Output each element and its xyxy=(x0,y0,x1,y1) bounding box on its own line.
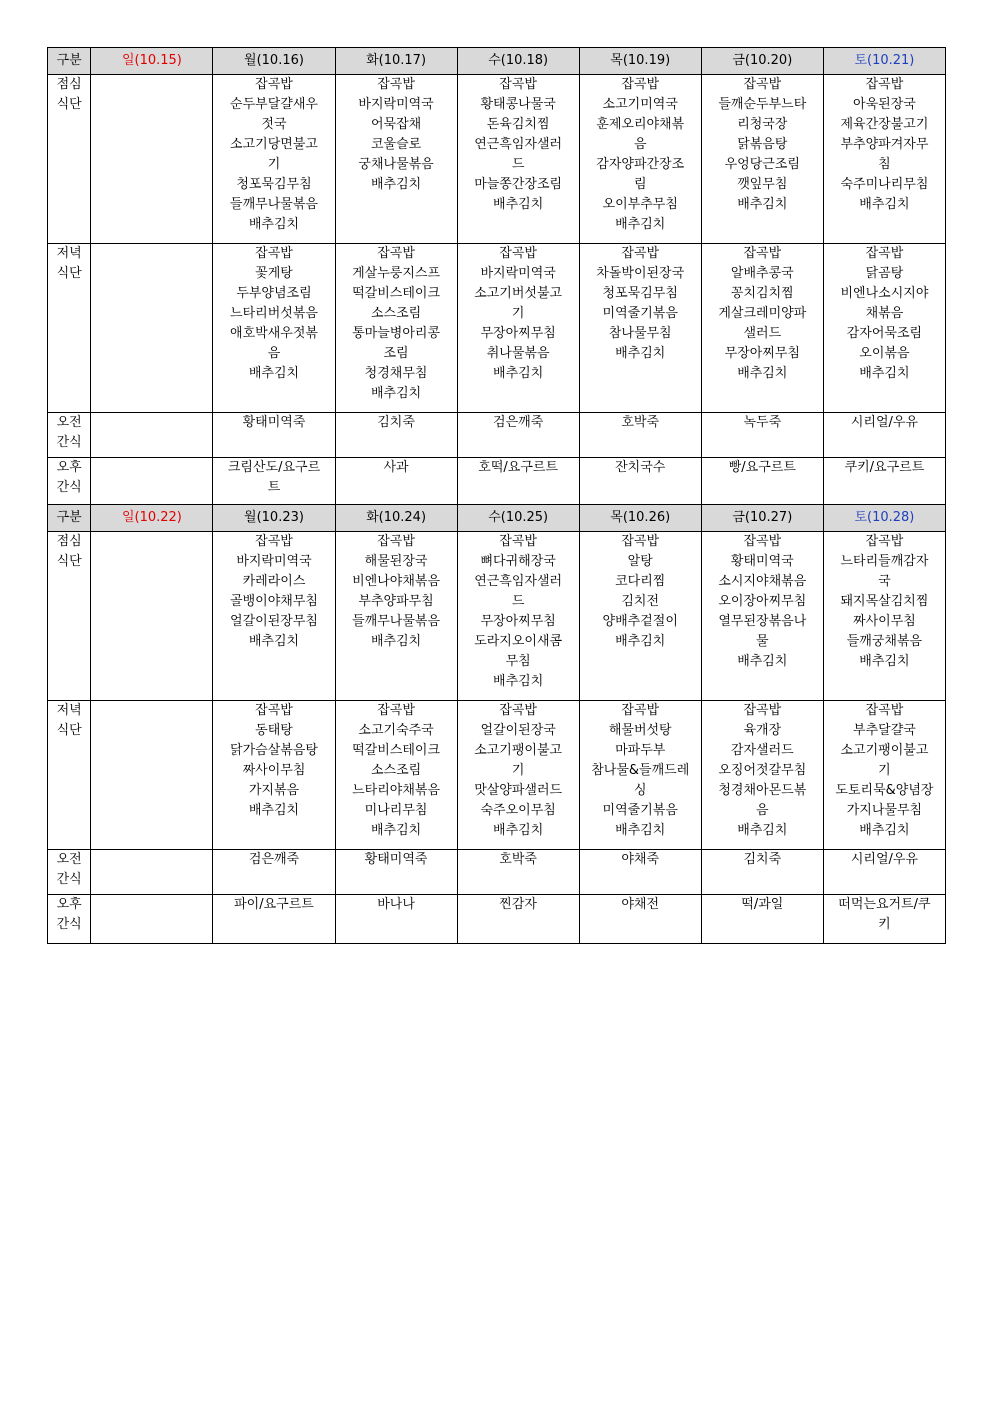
menu-cell xyxy=(457,244,579,413)
menu-item: 취나물볶음 xyxy=(486,346,550,361)
menu-item: 배추김치 xyxy=(737,197,788,212)
menu-item: 해물된장국 xyxy=(364,554,428,569)
menu-item: 야채전 xyxy=(621,897,660,912)
menu-item: 연근흑임자샐러 xyxy=(474,137,563,152)
menu-cell xyxy=(457,413,579,458)
menu-item: 마파두부 xyxy=(615,743,666,758)
menu-item: 배추김치 xyxy=(859,654,910,669)
menu-item: 기 xyxy=(267,157,281,172)
menu-item: 뼈다귀해장국 xyxy=(480,554,556,569)
menu-cell xyxy=(823,895,945,944)
menu-item: 샐러드 xyxy=(743,326,782,341)
day-header: 월(10.16) xyxy=(213,48,335,75)
day-header: 토(10.28) xyxy=(823,505,945,532)
menu-item: 부추달걀국 xyxy=(853,723,916,738)
menu-cell xyxy=(457,532,579,701)
menu-item: 배추김치 xyxy=(248,366,300,381)
menu-item: 부추양파무침 xyxy=(358,594,434,609)
menu-item: 잡곡밥 xyxy=(743,534,782,549)
menu-item: 소시지야채볶음 xyxy=(718,574,807,589)
menu-item: 배추김치 xyxy=(615,217,666,232)
week-header-row xyxy=(48,505,946,532)
menu-item: 배추김치 xyxy=(370,386,422,401)
menu-item: 음 xyxy=(633,137,647,152)
dinner-row xyxy=(48,701,946,850)
menu-item: 가지볶음 xyxy=(248,783,300,798)
menu-item: 감자어묵조림 xyxy=(846,326,923,341)
menu-item: 검은깨죽 xyxy=(493,415,544,430)
row-label-line: 점심 xyxy=(56,77,82,92)
menu-cell xyxy=(823,458,945,505)
meal-plan-table xyxy=(47,47,946,944)
menu-item: 림 xyxy=(633,177,647,192)
day-header: 목(10.19) xyxy=(579,48,701,75)
menu-item: 시리얼/우유 xyxy=(850,852,918,867)
menu-item: 배추김치 xyxy=(248,803,300,818)
menu-item: 감자양파간장조 xyxy=(596,157,685,172)
menu-item: 잡곡밥 xyxy=(255,246,293,261)
menu-item: 도토리묵&양념장 xyxy=(835,783,934,798)
menu-cell xyxy=(701,850,823,895)
menu-cell xyxy=(213,850,335,895)
menu-item: 순두부달걀새우 xyxy=(230,97,318,112)
menu-item: 녹두죽 xyxy=(743,415,782,430)
menu-item: 제육간장불고기 xyxy=(840,117,929,132)
menu-item: 호박죽 xyxy=(621,415,660,430)
menu-item: 도라지오이새콤 xyxy=(474,634,563,649)
menu-item: 알배추콩국 xyxy=(730,266,794,281)
menu-cell xyxy=(457,75,579,244)
menu-item: 기 xyxy=(511,763,525,778)
snack-pm-row xyxy=(48,895,946,944)
menu-item: 궁채나물볶음 xyxy=(358,157,434,172)
day-header: 일(10.22) xyxy=(91,505,213,532)
menu-item: 청경채무침 xyxy=(364,366,428,381)
menu-item: 배추김치 xyxy=(493,823,544,838)
menu-item: 양배추겉절이 xyxy=(602,614,678,629)
menu-cell xyxy=(213,532,335,701)
menu-item: 비엔나야채볶음 xyxy=(352,574,441,589)
menu-item: 카레라이스 xyxy=(242,574,306,589)
menu-cell xyxy=(91,244,213,413)
row-label-line: 오전 xyxy=(56,852,82,867)
header-label: 구분 xyxy=(48,505,91,532)
menu-item: 알탕 xyxy=(627,554,653,569)
day-header: 금(10.27) xyxy=(701,505,823,532)
menu-item: 잡곡밥 xyxy=(255,703,293,718)
menu-item: 떠먹는요거트/쿠 xyxy=(838,897,931,912)
menu-cell xyxy=(457,458,579,505)
menu-cell xyxy=(701,895,823,944)
menu-item: 연근흑임자샐러 xyxy=(474,574,563,589)
menu-item: 느타리들깨감자 xyxy=(840,554,929,569)
menu-item: 배추김치 xyxy=(615,634,666,649)
menu-item: 닭볶음탕 xyxy=(737,137,788,152)
row-label-line: 식단 xyxy=(56,554,82,569)
menu-item: 물 xyxy=(756,634,769,649)
menu-cell xyxy=(335,458,457,505)
menu-item: 사과 xyxy=(383,460,409,475)
menu-cell xyxy=(579,458,701,505)
day-header: 화(10.24) xyxy=(335,505,457,532)
menu-cell xyxy=(823,701,945,850)
menu-item: 통마늘병아리콩 xyxy=(352,326,441,341)
menu-item: 닭곰탕 xyxy=(865,266,904,281)
menu-item: 김치전 xyxy=(621,594,660,609)
menu-item: 바지락미역국 xyxy=(358,97,434,112)
menu-item: 잡곡밥 xyxy=(865,246,904,261)
menu-item: 들깨궁채볶음 xyxy=(846,634,923,649)
menu-item: 훈제오리야채볶 xyxy=(596,117,685,132)
menu-item: 바나나 xyxy=(377,897,415,912)
menu-cell xyxy=(579,244,701,413)
menu-item: 침 xyxy=(878,157,891,172)
menu-item: 배추김치 xyxy=(493,366,544,381)
menu-cell xyxy=(579,895,701,944)
menu-cell xyxy=(91,850,213,895)
menu-item: 들깨무나물볶음 xyxy=(352,614,441,629)
menu-item: 육개장 xyxy=(743,723,782,738)
row-label xyxy=(48,413,91,458)
menu-item: 게살크레미양파 xyxy=(718,306,807,321)
menu-item: 소고기팽이불고 xyxy=(474,743,563,758)
menu-item: 김치죽 xyxy=(743,852,782,867)
menu-cell xyxy=(457,850,579,895)
menu-item: 코울슬로 xyxy=(370,137,422,152)
menu-cell xyxy=(335,75,457,244)
menu-item: 배추김치 xyxy=(615,346,666,361)
menu-item: 애호박새우젓볶 xyxy=(230,326,318,341)
menu-item: 떡갈비스테이크 xyxy=(352,743,441,758)
row-label xyxy=(48,458,91,505)
menu-item: 열무된장볶음나 xyxy=(718,614,807,629)
menu-item: 황태미역죽 xyxy=(242,415,306,430)
menu-cell xyxy=(91,701,213,850)
menu-item: 소고기팽이불고 xyxy=(840,743,929,758)
menu-item: 황태콩나물국 xyxy=(480,97,556,112)
menu-item: 청포묵김무침 xyxy=(602,286,678,301)
menu-item: 잡곡밥 xyxy=(377,703,415,718)
menu-item: 잔치국수 xyxy=(615,460,666,475)
row-label xyxy=(48,75,91,244)
week-header-row xyxy=(48,48,946,75)
menu-item: 잡곡밥 xyxy=(865,703,904,718)
menu-item: 골뱅이야채무침 xyxy=(230,594,318,609)
day-header: 화(10.17) xyxy=(335,48,457,75)
menu-item: 조림 xyxy=(383,346,409,361)
menu-item: 해물버섯탕 xyxy=(608,723,672,738)
menu-item: 참나물&들깨드레 xyxy=(591,763,690,778)
menu-item: 잡곡밥 xyxy=(377,534,415,549)
menu-item: 무장아찌무침 xyxy=(724,346,800,361)
lunch-row xyxy=(48,532,946,701)
row-label-line: 식단 xyxy=(56,266,82,281)
menu-item: 황태미역죽 xyxy=(364,852,428,867)
menu-item: 마늘쫑간장조림 xyxy=(474,177,563,192)
row-label xyxy=(48,895,91,944)
menu-item: 음 xyxy=(267,346,281,361)
menu-item: 숙주미나리무침 xyxy=(840,177,929,192)
menu-item: 빵/요구르트 xyxy=(728,460,796,475)
menu-item: 돈육김치찜 xyxy=(486,117,550,132)
menu-item: 얼갈이된장무침 xyxy=(230,614,318,629)
menu-item: 소고기당면불고 xyxy=(230,137,318,152)
menu-cell xyxy=(579,701,701,850)
menu-cell xyxy=(91,75,213,244)
menu-item: 오이장아찌무침 xyxy=(718,594,807,609)
menu-item: 배추김치 xyxy=(248,634,300,649)
menu-item: 리청국장 xyxy=(737,117,788,132)
menu-item: 국 xyxy=(878,574,891,589)
row-label-line: 간식 xyxy=(56,872,82,887)
menu-item: 잡곡밥 xyxy=(743,77,782,92)
menu-item: 배추김치 xyxy=(370,634,422,649)
menu-item: 배추김치 xyxy=(859,366,910,381)
menu-cell xyxy=(91,458,213,505)
menu-item: 잡곡밥 xyxy=(499,77,537,92)
menu-item: 음 xyxy=(756,803,769,818)
menu-item: 황태미역국 xyxy=(730,554,794,569)
menu-cell xyxy=(701,75,823,244)
menu-cell xyxy=(335,413,457,458)
menu-cell xyxy=(579,413,701,458)
menu-item: 싱 xyxy=(633,783,647,798)
menu-item: 야채죽 xyxy=(621,852,660,867)
row-label-line: 점심 xyxy=(56,534,82,549)
menu-item: 느타리야채볶음 xyxy=(352,783,441,798)
menu-item: 닭가슴살볶음탕 xyxy=(230,743,318,758)
menu-cell xyxy=(335,850,457,895)
menu-item: 잡곡밥 xyxy=(499,703,537,718)
menu-cell xyxy=(213,458,335,505)
menu-item: 어묵잡채 xyxy=(370,117,422,132)
menu-item: 배추김치 xyxy=(859,823,910,838)
menu-item: 기 xyxy=(878,763,891,778)
menu-item: 깻잎무침 xyxy=(737,177,788,192)
menu-item: 잡곡밥 xyxy=(255,77,293,92)
menu-item: 소고기숙주국 xyxy=(358,723,434,738)
menu-cell xyxy=(335,532,457,701)
row-label xyxy=(48,850,91,895)
row-label-line: 간식 xyxy=(56,917,82,932)
menu-item: 들깨순두부느타 xyxy=(718,97,807,112)
menu-cell xyxy=(579,532,701,701)
menu-item: 맛살양파샐러드 xyxy=(474,783,563,798)
day-header: 토(10.21) xyxy=(823,48,945,75)
menu-item: 젓국 xyxy=(261,117,287,132)
menu-cell xyxy=(579,850,701,895)
menu-item: 잡곡밥 xyxy=(865,77,904,92)
menu-cell xyxy=(457,895,579,944)
menu-item: 짜사이무침 xyxy=(242,763,306,778)
menu-item: 무장아찌무침 xyxy=(480,614,556,629)
row-label xyxy=(48,701,91,850)
menu-item: 소스조림 xyxy=(370,763,422,778)
menu-item: 무장아찌무침 xyxy=(480,326,556,341)
menu-item: 배추김치 xyxy=(493,197,544,212)
menu-item: 우엉당근조림 xyxy=(724,157,800,172)
row-label xyxy=(48,532,91,701)
day-header: 수(10.25) xyxy=(457,505,579,532)
row-label-line: 오전 xyxy=(56,415,82,430)
row-label xyxy=(48,244,91,413)
menu-item: 기 xyxy=(511,306,525,321)
menu-cell xyxy=(457,701,579,850)
menu-item: 소고기미역국 xyxy=(602,97,678,112)
menu-item: 배추김치 xyxy=(737,823,788,838)
menu-cell xyxy=(823,532,945,701)
menu-item: 동태탕 xyxy=(255,723,293,738)
menu-cell xyxy=(335,701,457,850)
menu-cell xyxy=(335,895,457,944)
menu-item: 배추김치 xyxy=(737,366,788,381)
menu-cell xyxy=(701,458,823,505)
menu-cell xyxy=(701,701,823,850)
menu-item: 청포묵김무침 xyxy=(236,177,312,192)
menu-item: 미나리무침 xyxy=(364,803,428,818)
menu-item: 잡곡밥 xyxy=(743,246,782,261)
menu-cell xyxy=(701,532,823,701)
menu-item: 잡곡밥 xyxy=(255,534,293,549)
menu-item: 미역줄기볶음 xyxy=(602,306,678,321)
row-label-line: 간식 xyxy=(56,480,82,495)
menu-item: 오이부추무침 xyxy=(602,197,678,212)
menu-item: 소고기버섯불고 xyxy=(474,286,563,301)
menu-item: 숙주오이무침 xyxy=(480,803,556,818)
menu-item: 게살누룽지스프 xyxy=(352,266,441,281)
menu-item: 부추양파겨자무 xyxy=(840,137,929,152)
menu-item: 호박죽 xyxy=(499,852,537,867)
row-label-line: 오후 xyxy=(56,897,82,912)
menu-item: 잡곡밥 xyxy=(499,246,537,261)
menu-item: 들깨무나물볶음 xyxy=(230,197,318,212)
menu-item: 돼지목살김치찜 xyxy=(840,594,929,609)
day-header: 목(10.26) xyxy=(579,505,701,532)
menu-item: 오이볶음 xyxy=(859,346,910,361)
menu-item: 배추김치 xyxy=(370,823,422,838)
menu-item: 감자샐러드 xyxy=(730,743,794,758)
day-header: 일(10.15) xyxy=(91,48,213,75)
menu-cell xyxy=(335,244,457,413)
menu-cell xyxy=(823,413,945,458)
row-label-line: 저녁 xyxy=(56,246,82,261)
menu-item: 검은깨죽 xyxy=(248,852,300,867)
menu-item: 크림산도/요구르 xyxy=(227,460,321,475)
menu-cell xyxy=(823,244,945,413)
day-header: 수(10.18) xyxy=(457,48,579,75)
day-header: 금(10.20) xyxy=(701,48,823,75)
menu-cell xyxy=(91,895,213,944)
menu-cell xyxy=(213,895,335,944)
menu-item: 잡곡밥 xyxy=(743,703,782,718)
lunch-row xyxy=(48,75,946,244)
menu-item: 잡곡밥 xyxy=(621,246,660,261)
menu-item: 짜사이무침 xyxy=(853,614,916,629)
menu-item: 떡갈비스테이크 xyxy=(352,286,441,301)
menu-item: 쿠키/요구르트 xyxy=(844,460,925,475)
menu-cell xyxy=(823,75,945,244)
menu-item: 찐감자 xyxy=(499,897,537,912)
menu-cell xyxy=(213,701,335,850)
menu-item: 배추김치 xyxy=(615,823,666,838)
menu-item: 트 xyxy=(267,480,281,495)
menu-item: 채볶음 xyxy=(865,306,904,321)
menu-item: 파이/요구르트 xyxy=(234,897,314,912)
row-label-line: 식단 xyxy=(56,723,82,738)
menu-item: 잡곡밥 xyxy=(499,534,537,549)
menu-item: 김치죽 xyxy=(377,415,415,430)
menu-item: 떡/과일 xyxy=(741,897,784,912)
row-label-line: 식단 xyxy=(56,97,82,112)
menu-cell xyxy=(213,413,335,458)
menu-item: 배추김치 xyxy=(370,177,422,192)
menu-item: 드 xyxy=(511,157,525,172)
menu-cell xyxy=(579,75,701,244)
menu-item: 소스조림 xyxy=(370,306,422,321)
menu-item: 가지나물무침 xyxy=(846,803,923,818)
menu-item: 드 xyxy=(511,594,525,609)
menu-item: 꽃게탕 xyxy=(255,266,293,281)
menu-item: 두부양념조림 xyxy=(236,286,312,301)
row-label-line: 저녁 xyxy=(56,703,82,718)
menu-item: 잡곡밥 xyxy=(621,534,660,549)
menu-cell xyxy=(91,413,213,458)
menu-cell xyxy=(701,244,823,413)
menu-cell xyxy=(213,75,335,244)
menu-item: 시리얼/우유 xyxy=(850,415,918,430)
menu-cell xyxy=(701,413,823,458)
menu-item: 잡곡밥 xyxy=(377,246,415,261)
menu-item: 꽁치김치찜 xyxy=(730,286,794,301)
menu-item: 잡곡밥 xyxy=(621,77,660,92)
menu-item: 잡곡밥 xyxy=(865,534,904,549)
menu-cell xyxy=(213,244,335,413)
header-label: 구분 xyxy=(48,48,91,75)
menu-item: 바지락미역국 xyxy=(236,554,312,569)
menu-item: 코다리찜 xyxy=(615,574,666,589)
menu-item: 참나물무침 xyxy=(608,326,672,341)
row-label-line: 오후 xyxy=(56,460,82,475)
menu-cell xyxy=(823,850,945,895)
menu-item: 청경채아몬드볶 xyxy=(718,783,807,798)
snack-am-row xyxy=(48,413,946,458)
menu-item: 무침 xyxy=(505,654,531,669)
menu-cell xyxy=(91,532,213,701)
menu-item: 잡곡밥 xyxy=(621,703,660,718)
menu-item: 차돌박이된장국 xyxy=(596,266,685,281)
day-header: 월(10.23) xyxy=(213,505,335,532)
menu-item: 호떡/요구르트 xyxy=(478,460,559,475)
menu-item: 느타리버섯볶음 xyxy=(230,306,318,321)
menu-item: 미역줄기볶음 xyxy=(602,803,678,818)
menu-item: 비엔나소시지야 xyxy=(840,286,929,301)
menu-item: 배추김치 xyxy=(493,674,544,689)
menu-item: 배추김치 xyxy=(248,217,300,232)
menu-item: 아욱된장국 xyxy=(853,97,916,112)
menu-item: 오징어젓갈무침 xyxy=(718,763,807,778)
menu-item: 배추김치 xyxy=(859,197,910,212)
menu-item: 잡곡밥 xyxy=(377,77,415,92)
menu-item: 배추김치 xyxy=(737,654,788,669)
menu-item: 얼갈이된장국 xyxy=(480,723,556,738)
snack-pm-row xyxy=(48,458,946,505)
menu-item: 키 xyxy=(878,917,891,932)
snack-am-row xyxy=(48,850,946,895)
dinner-row xyxy=(48,244,946,413)
menu-item: 바지락미역국 xyxy=(480,266,556,281)
row-label-line: 간식 xyxy=(56,435,82,450)
